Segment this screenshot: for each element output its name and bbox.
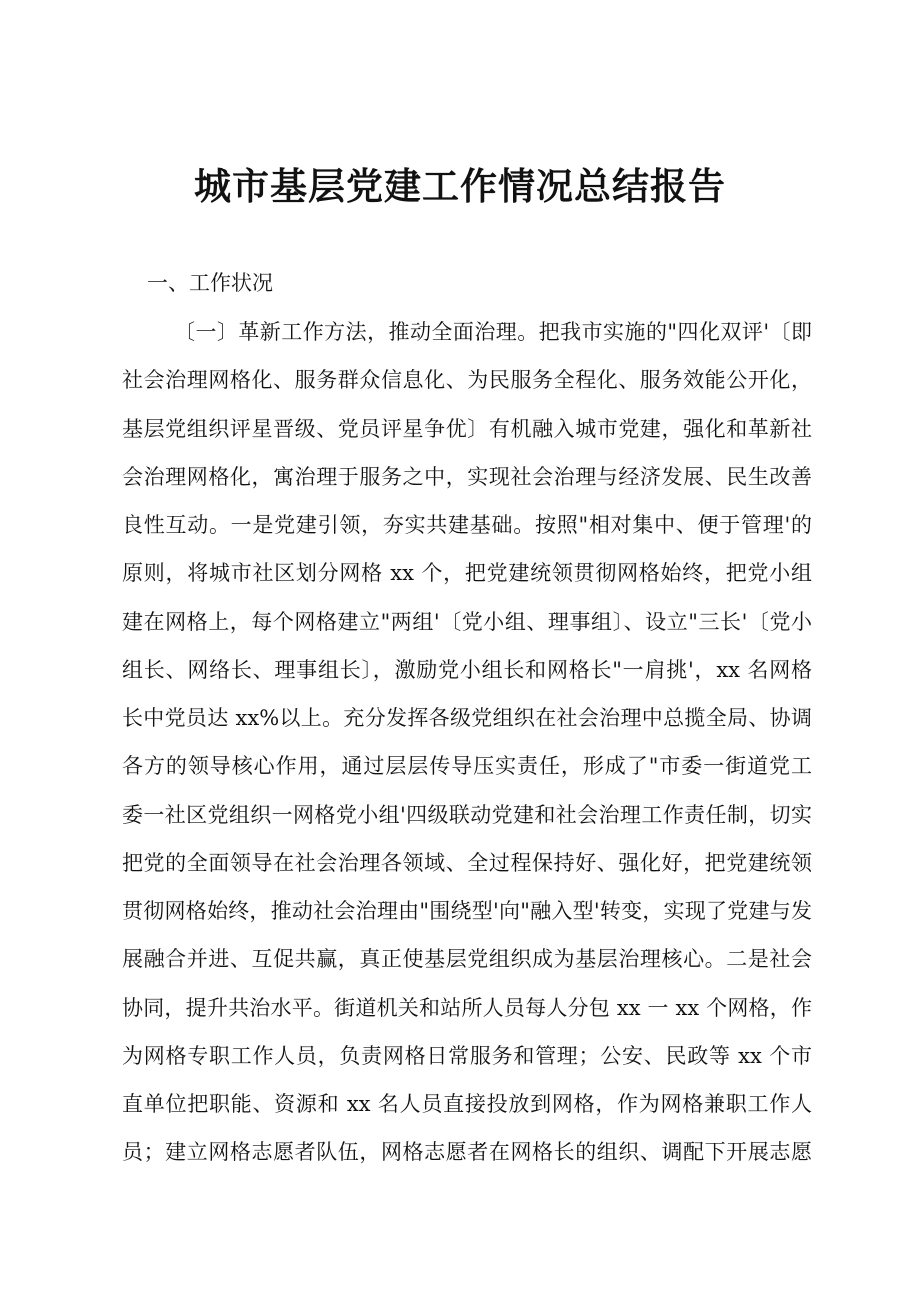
body-line: 为网格专职工作人员，负责网格日常服务和管理；公安、民政等 xx 个市 (122, 1043, 812, 1068)
section-heading: 一、工作状况 (147, 271, 273, 295)
body-line: 组长、网络长、理事组长〕，激励党小组长和网格长"一肩挑'，xx 名网格 (122, 657, 812, 682)
body-line: 展融合并进、互促共赢，真正使基层党组织成为基层治理核心。二是社会 (122, 947, 812, 972)
body-line: 〔一〕革新工作方法，推动全面治理。把我市实施的"四化双评'〔即 (174, 320, 812, 344)
body-line: 委一社区党组织一网格党小组'四级联动党建和社会治理工作责任制，切实 (122, 802, 812, 827)
body-line: 社会治理网格化、服务群众信息化、为民服务全程化、服务效能公开化， (122, 368, 812, 393)
body-line: 建在网格上，每个网格建立"两组'〔党小组、理事组〕、设立"三长'〔党小 (122, 609, 812, 634)
body-line: 原则，将城市社区划分网格 xx 个，把党建统领贯彻网格始终，把党小组 (122, 561, 812, 586)
body-paragraph (122, 312, 812, 1181)
body-line: 会治理网格化，寓治理于服务之中，实现社会治理与经济发展、民生改善 (122, 464, 812, 489)
body-line: 员；建立网格志愿者队伍，网格志愿者在网格长的组织、调配下开展志愿 (122, 1140, 812, 1165)
document-title: 城市基层党建工作情况总结报告 (194, 164, 726, 208)
body-line: 各方的领导核心作用，通过层层传导压实责任，形成了"市委一街道党工 (122, 754, 812, 779)
body-line: 把党的全面领导在社会治理各领域、全过程保持好、强化好，把党建统领 (122, 850, 812, 875)
body-line: 直单位把职能、资源和 xx 名人员直接投放到网格，作为网格兼职工作人 (122, 1092, 812, 1116)
body-line: 协同，提升共治水平。街道机关和站所人员每人分包 xx 一 xx 个网格，作 (122, 995, 812, 1020)
body-line: 良性互动。一是党建引领，夯实共建基础。按照"相对集中、便于管理'的 (122, 513, 812, 537)
body-line: 长中党员达 xx%以上。充分发挥各级党组织在社会治理中总揽全局、协调 (122, 706, 812, 730)
body-line: 贯彻网格始终，推动社会治理由"围绕型'向"融入型'转变，实现了党建与发 (122, 899, 812, 923)
body-line: 基层党组织评星晋级、党员评星争优〕有机融入城市党建，强化和革新社 (122, 416, 812, 441)
